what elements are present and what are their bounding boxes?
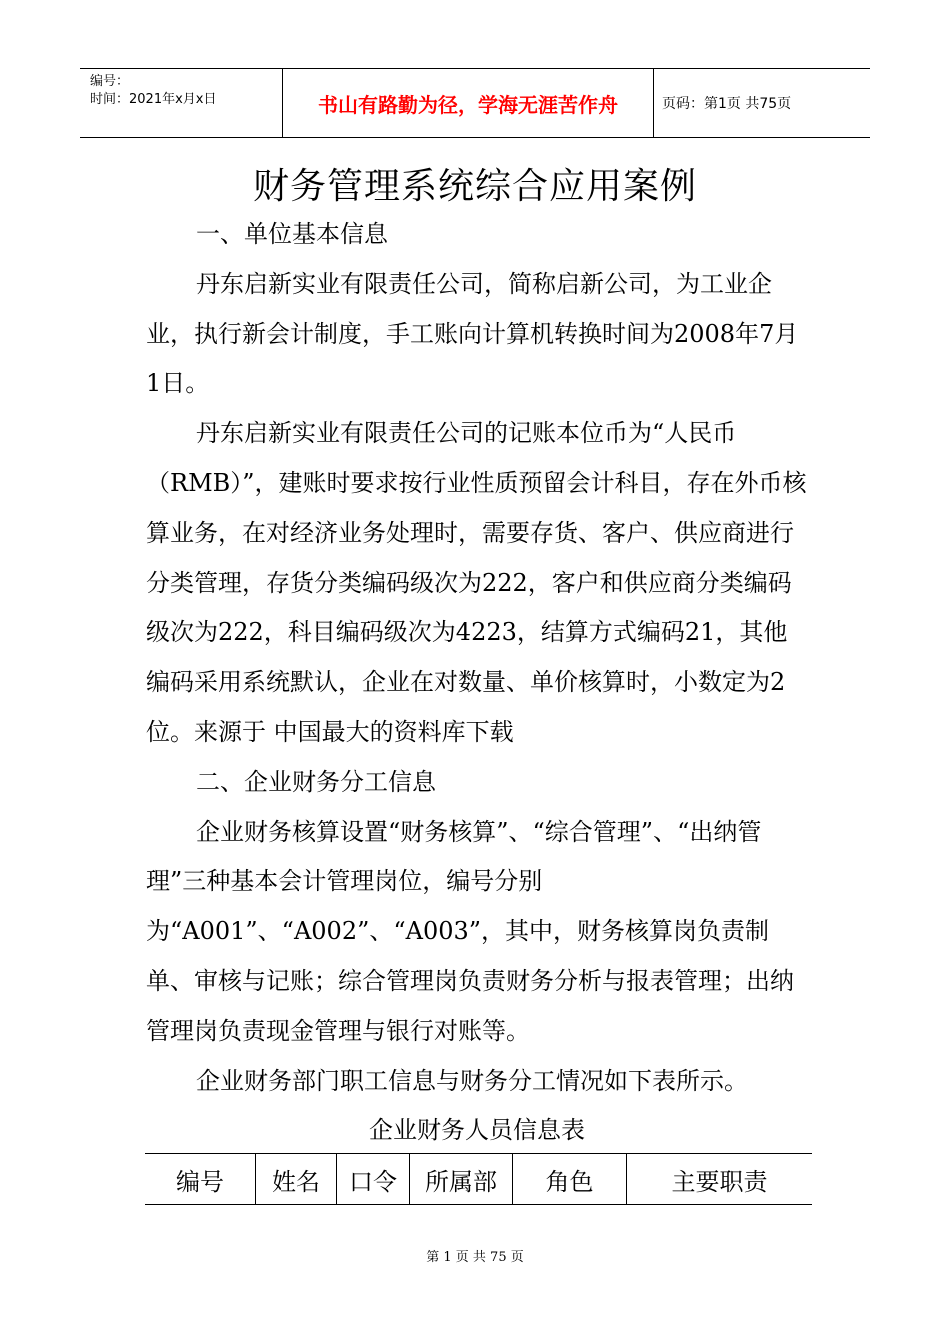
col-header-department: 所属部 bbox=[410, 1154, 513, 1205]
section-heading-1: 一、单位基本信息 bbox=[196, 220, 388, 248]
col-header-name: 姓名 bbox=[256, 1154, 337, 1205]
table-header-row bbox=[145, 1154, 812, 1205]
col-header-password: 口令 bbox=[337, 1154, 410, 1205]
number-label: 编号： bbox=[90, 74, 130, 89]
header-motto: 书山有路勤为径，学海无涯苦作舟 bbox=[282, 69, 654, 137]
paragraph-roles: 企业财务核算设置“财务核算”、“综合管理”、“出纳管理”三种基本会计管理岗位，编号分别为“A001”、“A002”、“A003”，其中，财务核算岗负责制单、审核与记账；综合管理岗负责财务分析与报表管理；出纳管理岗负责现金管理与银行对账等。 bbox=[146, 817, 794, 1045]
col-header-role: 角色 bbox=[513, 1154, 627, 1205]
paragraph-table-intro: 企业财务部门职工信息与财务分工情况如下表所示。 bbox=[196, 1066, 748, 1095]
col-header-number: 编号 bbox=[145, 1154, 256, 1205]
date-label: 时间：2021年x月x日 bbox=[90, 92, 217, 107]
header-meta bbox=[80, 69, 282, 137]
staff-info-table bbox=[145, 1153, 812, 1205]
document-body bbox=[146, 210, 808, 1156]
page-header bbox=[80, 68, 870, 138]
col-header-duties: 主要职责 bbox=[627, 1154, 813, 1205]
paragraph-company-info: 丹东启新实业有限责任公司，简称启新公司，为工业企业，执行新会计制度，手工账向计算机转换时间为2008年7月1日。 bbox=[146, 269, 799, 398]
section-heading-2: 二、企业财务分工信息 bbox=[196, 767, 436, 796]
document-title: 财务管理系统综合应用案例 bbox=[252, 166, 697, 207]
page-footer: 第 1 页 共 75 页 bbox=[426, 1250, 524, 1265]
header-page-info: 页码：第1页 共75页 bbox=[662, 96, 792, 112]
paragraph-accounting-setup: 丹东启新实业有限责任公司的记账本位币为“人民币（RMB）”，建账时要求按行业性质预留会计科目，存在外币核算业务，在对经济业务处理时，需要存货、客户、供应商进行分类管理，存货分类编码级次为222，客户和供应商分类编码级次为222，科目编码级次为4223，结算方式编码21，其他编码采用系统默认，企业在对数量、单价核算时，小数定为2位。来源于 中国最大的资料库下载 bbox=[146, 419, 807, 746]
table-caption: 企业财务人员信息表 bbox=[369, 1116, 585, 1145]
